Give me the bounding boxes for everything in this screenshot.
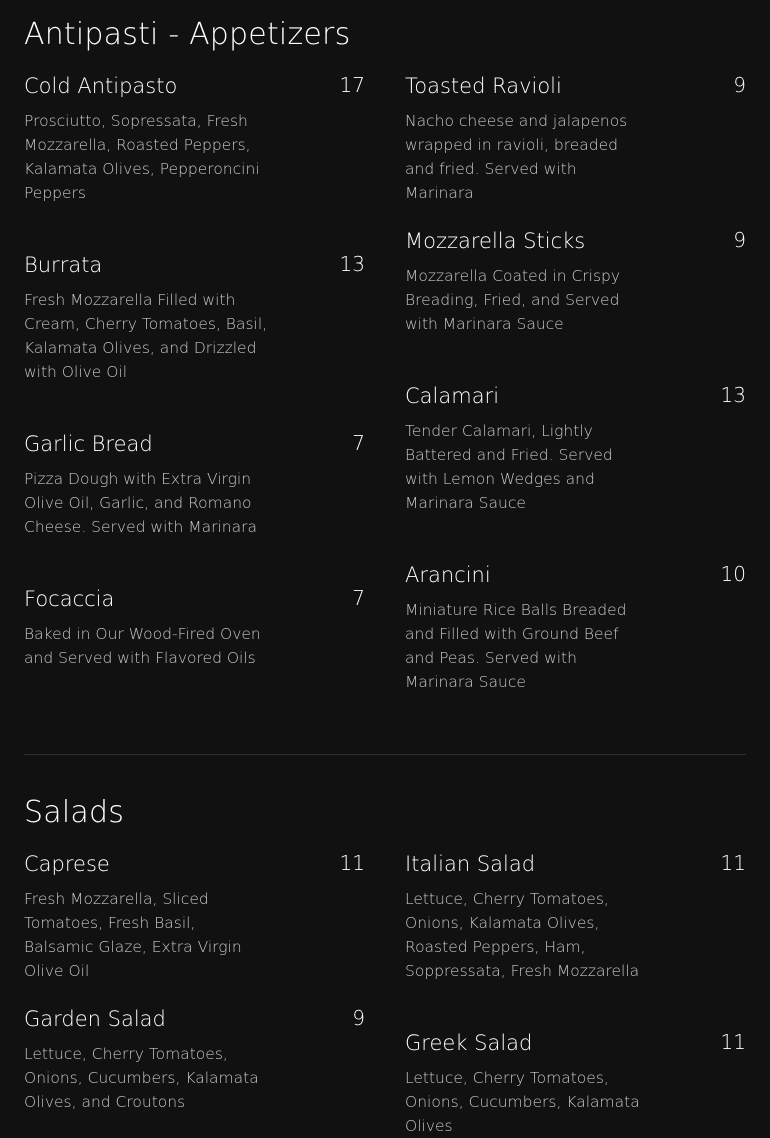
item-name: Arancini xyxy=(405,563,491,587)
item-price: 7 xyxy=(352,431,365,455)
item-description: Fresh Mozzarella, Sliced Tomatoes, Fresh Basil, Balsamic Glaze, Extra Virgin Olive Oil xyxy=(24,890,242,980)
salads-section xyxy=(0,795,770,1138)
item-description: Lettuce, Cherry Tomatoes, Onions, Cucumbers, Kalamata Olives xyxy=(405,1069,640,1135)
item-name: Burrata xyxy=(24,253,103,277)
menu-item xyxy=(24,252,365,431)
section-title-salads: Salads xyxy=(24,795,125,830)
menu-item xyxy=(405,562,746,694)
salads-right-column xyxy=(405,851,746,1138)
item-price: 11 xyxy=(339,851,365,875)
item-name: Mozzarella Sticks xyxy=(405,229,586,253)
section-divider xyxy=(24,754,746,755)
menu-item xyxy=(24,851,365,1006)
item-description: Lettuce, Cherry Tomatoes, Onions, Cucumbers, Kalamata Olives, and Croutons xyxy=(24,1045,259,1111)
item-price: 11 xyxy=(720,851,746,875)
item-description: Lettuce, Cherry Tomatoes, Onions, Kalamata Olives, Roasted Peppers, Ham, Soppressata, Fresh Mozzarella xyxy=(405,890,640,980)
item-name: Garden Salad xyxy=(24,1007,166,1031)
item-name: Caprese xyxy=(24,852,110,876)
item-price: 9 xyxy=(733,73,746,97)
item-name: Italian Salad xyxy=(405,852,536,876)
appetizers-left-column xyxy=(24,73,365,694)
item-name: Greek Salad xyxy=(405,1031,533,1055)
item-price: 13 xyxy=(339,252,365,276)
item-description: Prosciutto, Sopressata, Fresh Mozzarella, Roasted Peppers, Kalamata Olives, Pepperoncini Peppers xyxy=(24,112,260,202)
menu-item xyxy=(405,383,746,562)
item-price: 7 xyxy=(352,586,365,610)
item-description: Tender Calamari, Lightly Battered and Fried. Served with Lemon Wedges and Marinara Sauce xyxy=(405,422,613,512)
menu-item xyxy=(24,73,365,252)
item-price: 10 xyxy=(720,562,746,586)
item-name: Focaccia xyxy=(24,587,115,611)
item-description: Pizza Dough with Extra Virgin Olive Oil, Garlic, and Romano Cheese. Served with Marinara xyxy=(24,470,257,536)
item-name: Calamari xyxy=(405,384,500,408)
menu-item xyxy=(405,73,746,228)
menu-item xyxy=(24,1006,365,1114)
item-price: 11 xyxy=(720,1030,746,1054)
item-description: Baked in Our Wood-Fired Oven and Served with Flavored Oils xyxy=(24,625,261,667)
menu-item xyxy=(405,1030,746,1138)
menu-item xyxy=(24,586,365,670)
item-name: Cold Antipasto xyxy=(24,74,178,98)
menu-item xyxy=(24,431,365,586)
appetizers-right-column xyxy=(405,73,746,694)
item-name: Toasted Ravioli xyxy=(405,74,562,98)
appetizers-section xyxy=(0,17,770,694)
item-description: Fresh Mozzarella Filled with Cream, Cherry Tomatoes, Basil, Kalamata Olives, and Drizzled with Olive Oil xyxy=(24,291,268,381)
item-price: 13 xyxy=(720,383,746,407)
item-description: Nacho cheese and jalapenos wrapped in ravioli, breaded and fried. Served with Marinara xyxy=(405,112,628,202)
item-description: Mozzarella Coated in Crispy Breading, Fried, and Served with Marinara Sauce xyxy=(405,267,621,333)
salads-left-column xyxy=(24,851,365,1138)
item-name: Garlic Bread xyxy=(24,432,153,456)
item-price: 17 xyxy=(339,73,365,97)
section-title-appetizers: Antipasti - Appetizers xyxy=(24,17,351,52)
menu-item xyxy=(405,228,746,383)
item-description: Miniature Rice Balls Breaded and Filled with Ground Beef and Peas. Served with Marinara Sauce xyxy=(405,601,627,691)
item-price: 9 xyxy=(733,228,746,252)
menu-item xyxy=(405,851,746,1030)
item-price: 9 xyxy=(352,1006,365,1030)
